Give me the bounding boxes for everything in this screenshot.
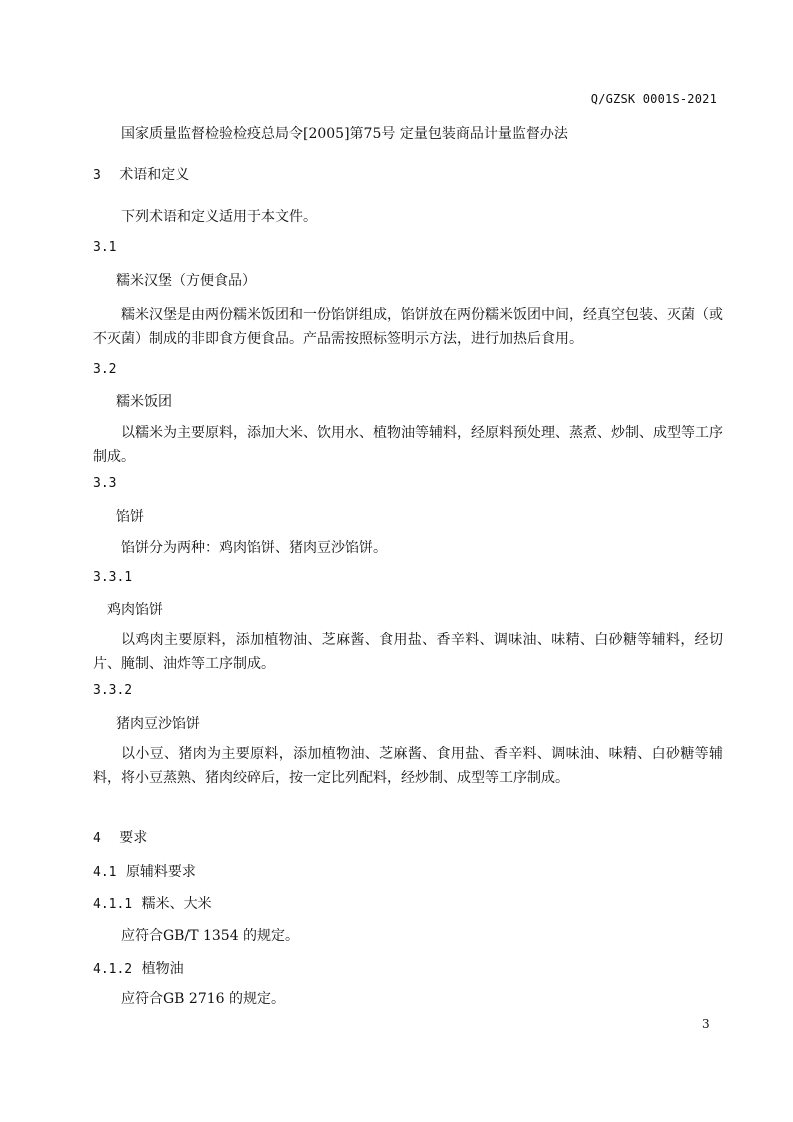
- term-definition: 糯米汉堡是由两份糯米饭团和一份馅饼组成，馅饼放在两份糯米饭团中间，经真空包装、灭菌（或不灭菌）制成的非即食方便食品。产品需按照标签明示方法，进行加热后食用。: [93, 307, 723, 347]
- section-intro: 下列术语和定义适用于本文件。: [121, 209, 317, 225]
- clause-number: 4.1.2: [93, 962, 133, 977]
- section-number: 3: [93, 168, 101, 183]
- clause-number: 3.3.2: [93, 683, 133, 698]
- document-code: Q/GZSK 0001S-2021: [590, 92, 717, 106]
- section-4-heading: [93, 827, 147, 847]
- clause-title: 糯米、大米: [141, 896, 212, 912]
- clause-number: 3.1: [93, 240, 117, 255]
- term-title: 馅饼: [116, 509, 144, 525]
- term-title: 鸡肉馅饼: [107, 602, 163, 618]
- clause-text: 应符合GB 2716 的规定。: [121, 991, 286, 1007]
- term-title: 糯米汉堡（方便食品）: [116, 273, 256, 289]
- subsection-title: 原辅料要求: [125, 864, 196, 880]
- clause-title: 植物油: [141, 961, 184, 977]
- term-title: 猪肉豆沙馅饼: [116, 716, 200, 732]
- section-number: 4: [93, 831, 101, 846]
- section-title: 要求: [119, 830, 148, 846]
- clause-number: 3.3.1: [93, 570, 133, 585]
- clause-number: 3.2: [93, 362, 117, 377]
- clause-number: 4.1: [93, 865, 117, 880]
- clause-number: 3.3: [93, 476, 117, 491]
- subsection-4-1: [93, 861, 196, 881]
- term-definition: 以糯米为主要原料，添加大米、饮用水、植物油等辅料，经原料预处理、蒸煮、炒制、成型等工序制成。: [93, 425, 723, 465]
- clause-4-1-1: [93, 893, 212, 913]
- clause-4-1-2: [93, 958, 184, 978]
- term-title: 糯米饭团: [116, 394, 172, 410]
- reference-line: 国家质量监督检验检疫总局令[2005]第75号 定量包装商品计量监督办法: [121, 126, 568, 142]
- clause-number: 4.1.1: [93, 897, 133, 912]
- section-3-heading: [93, 164, 189, 184]
- page-number: 3: [702, 1017, 710, 1031]
- term-definition: 以鸡肉主要原料，添加植物油、芝麻酱、食用盐、香辛料、调味油、味精、白砂糖等辅料，经切片、腌制、油炸等工序制成。: [93, 632, 723, 672]
- term-definition: 馅饼分为两种：鸡肉馅饼、猪肉豆沙馅饼。: [121, 540, 387, 556]
- term-definition: 以小豆、猪肉为主要原料，添加植物油、芝麻酱、食用盐、香辛料、调味油、味精、白砂糖等辅料，将小豆蒸熟、猪肉绞碎后，按一定比列配料，经炒制、成型等工序制成。: [93, 746, 723, 786]
- clause-text: 应符合GB/T 1354 的规定。: [121, 928, 300, 944]
- section-title: 术语和定义: [119, 167, 190, 183]
